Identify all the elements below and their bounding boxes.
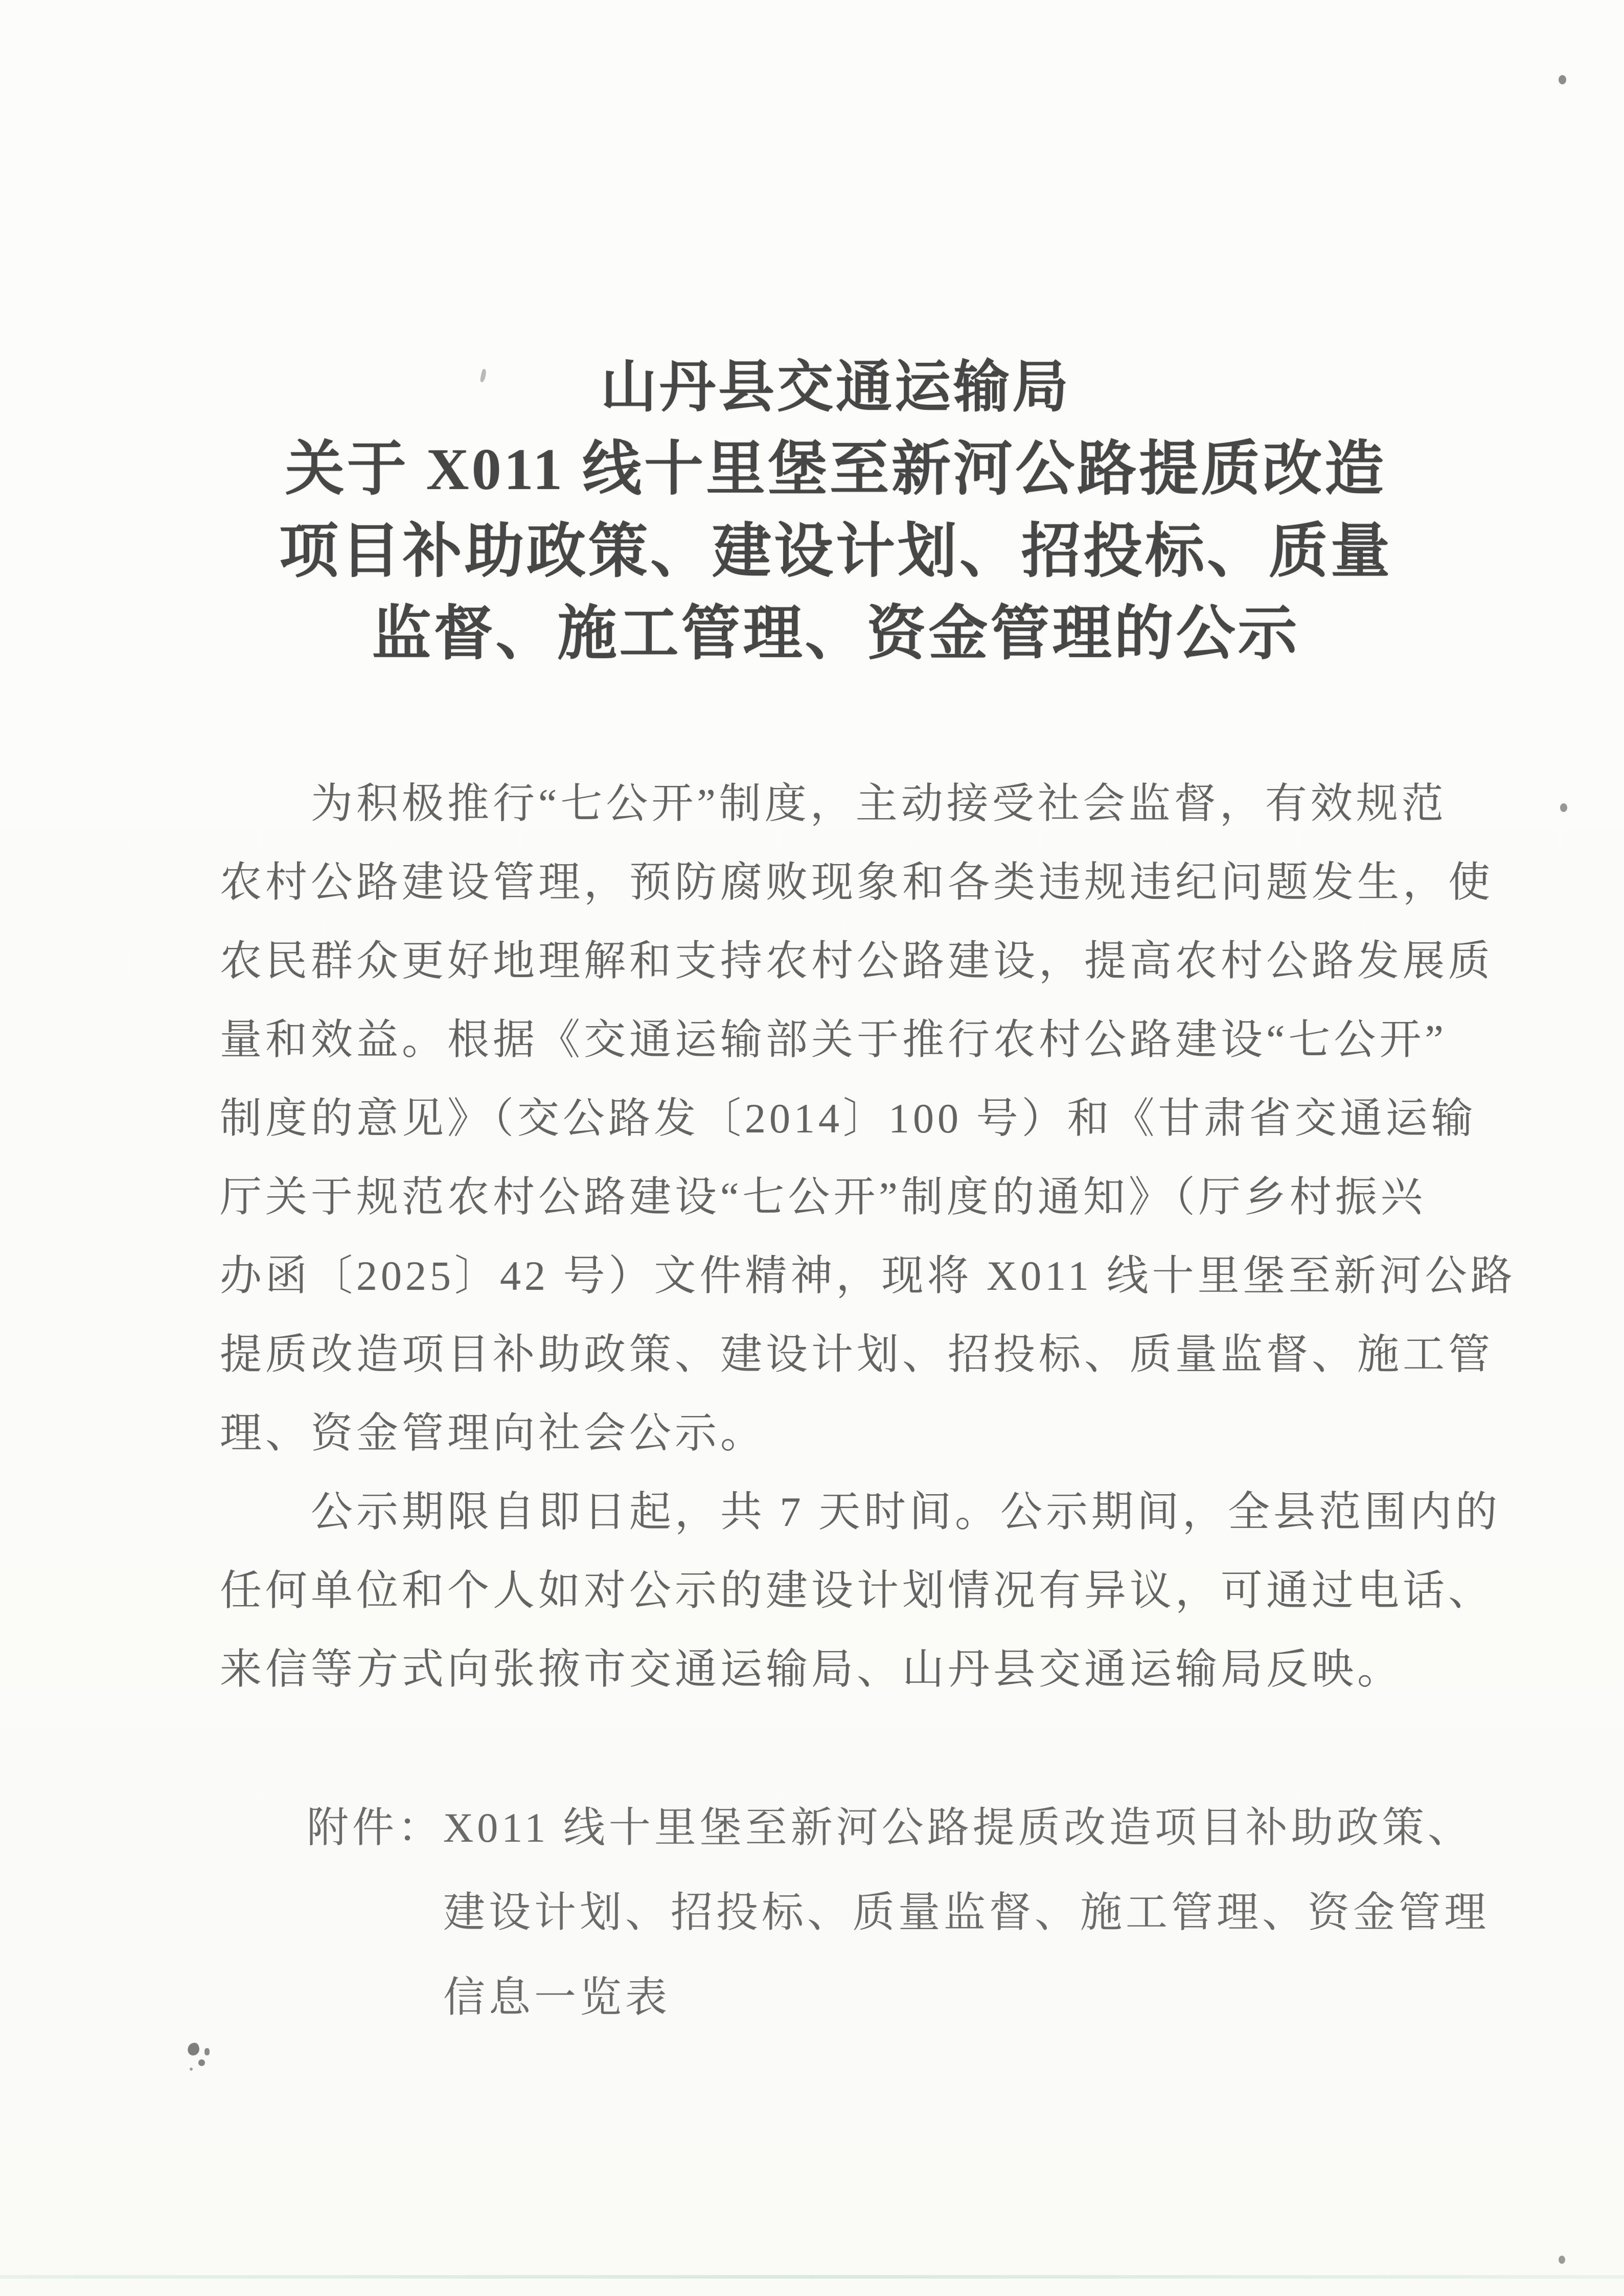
title-line-3: 项目补助政策、建设计划、招投标、质量 [279,519,1392,585]
attachment-line: 建设计划、招投标、质量监督、施工管理、资金管理 [443,1889,1490,1936]
ink-smudge [186,2042,200,2056]
ink-smudge [198,2059,205,2066]
body-line: 量和效益。根据《交通运输部关于推行农村公路建设“七公开” [220,1016,1447,1063]
title-line-4: 监督、施工管理、资金管理的公示 [372,601,1300,667]
scan-speck [1560,803,1567,812]
body-line: 理、资金管理向社会公示。 [220,1410,766,1456]
body-line: 制度的意见》（交公路发〔2014〕100 号）和《甘肃省交通运输 [220,1095,1477,1142]
body-line: 为积极推行“七公开”制度，主动接受社会监督，有效规范 [220,780,1447,827]
body-line: 厅关于规范农村公路建设“七公开”制度的通知》（厅乡村振兴 [220,1174,1426,1220]
title-line-1: 山丹县交通运输局 [601,356,1071,419]
ink-smudge [204,2048,210,2055]
document-title [49,346,1623,676]
body-line: 任何单位和个人如对公示的建设计划情况有异议，可通过电话、 [220,1567,1494,1614]
body-line: 农民群众更好地理解和支持农村公路建设，提高农村公路发展质 [220,938,1494,984]
attachment-line: 信息一览表 [443,1974,671,2021]
body-line: 农村公路建设管理，预防腐败现象和各类违规违纪问题发生，使 [220,859,1494,906]
scanner-edge-line [0,2275,1624,2279]
attachment-label: 附件： [307,1804,444,1851]
scan-speck [1559,75,1566,84]
attachment-block [307,1785,1559,2040]
body-line: 公示期限自即日起，共 7 天时间。公示期间，全县范围内的 [220,1489,1501,1535]
body-line: 来信等方式向张掖市交通运输局、山丹县交通运输局反映。 [220,1646,1403,1692]
ink-smudge [190,2068,193,2071]
body-line: 办函〔2025〕42 号）文件精神，现将 X011 线十里堡至新河公路 [220,1253,1516,1299]
document-body [220,764,1528,1709]
title-line-2: 关于 X011 线十里堡至新河公路提质改造 [285,437,1387,502]
attachment-content [443,1785,1559,2040]
attachment-line: X011 线十里堡至新河公路提质改造项目补助政策、 [443,1804,1473,1851]
scan-speck [1559,2256,1565,2264]
body-line: 提质改造项目补助政策、建设计划、招投标、质量监督、施工管 [220,1331,1494,1378]
